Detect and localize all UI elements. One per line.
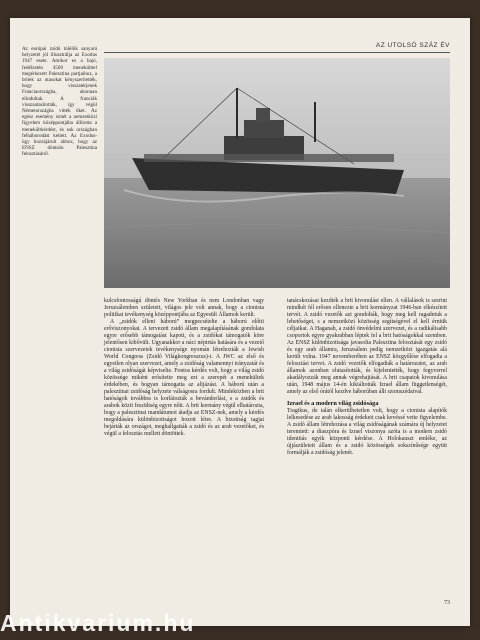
paragraph: A „zsidók elleni háború” megpecsételte a háború előtti erőviszonyokat. A tervezett zsidó állam megalapításának gondolata egyre erősebb támogatást kapott, és a zsidókat támogatók köre jelentősen kibővült. Ugyanakkor a náci népirtás hatására és a vezető cionista szervezetek tevékenysége nyomán létrehozták a Jewish World Congress (Zsidó Világkongresszus)-t. A JWC az első és egyetlen olyan szervezet, amely a zsidóság valamennyi irányzatát és a világ zsidóságát képviselte. Fontos kérdés volt, hogy a világ zsidó közössége miként erősítette meg ezt a szerepét a menekültek érdekében, és hogyan támogatta az alijázást. A háború után a palesztinai zsidóság helyzete válságosra fordult. Mindeközben a brit hatóságok továbbra is korlátozták a bevándorlást, s a zsidók és arabok közti feszültség egyre nőtt. A brit kormány végül elhatározta, hogy a palesztinai mandátumot átadja az ENSZ-nek, amely a kérdés megoldására különbizottságot hozott létre. A bizottság tagjai bejárták az országot, meghallgatták a zsidó és az arab vezetőket, és végül a felosztás mellett döntöttek.	[104, 319, 264, 437]
ship-photo	[104, 58, 450, 288]
header-rule	[104, 52, 450, 53]
paragraph: tanácskozásai kezdték a brit kivonulást ellen. A vállalások is szerint mindkét fél erősen ellenezte a brit kormányzat 1946-ban elkészített tervét. A zsidó vezetők azt gondolták, hogy meg kell ragadniuk a lehetőséget, s a nemzetközi közösség segítségével el kell érniük céljaikat. A Haganah, a zsidó önvédelmi szervezet, és a radikálisabb csoportok egyre gyakrabban léptek fel a brit hatóságokkal szemben. Az ENSZ különbizottsága javasolta Palesztina felosztását egy zsidó és egy arab államra, Jeruzsálem pedig nemzetközi igazgatás alá került volna. 1947 novemberében az ENSZ közgyűlése elfogadta a felosztási tervet. A zsidó vezetők elfogadták a határozatot, az arab államok azonban elutasították, és kijelentették, hogy fegyverrel akadályozzák meg annak végrehajtását. A brit csapatok kivonulása után, 1948 május 14-én kikiáltották Izrael állam függetlenségét, amely az első órától kezdve háborúban állt szomszédaival.	[287, 298, 447, 395]
paragraph: Tragikus, de talán elkerülhetetlen volt, hogy a cionista alapítók lelkesedése az arab lakosság érdekeit csak kevéssé vette figyelembe. A zsidó állam létrehozása a világ zsidóságának számára új helyzetet teremtett: a diaszpóra és Izrael viszonya azóta is a modern zsidó identitás egyik központi kérdése. A Holokauszt emléke, az újjászületett állam és a zsidó közösségek sokszínűsége együtt formálják a zsidóság jelenét.	[287, 408, 447, 456]
sidebar-caption: Az európai zsidó túlélők sanyarú helyzetét jól illusztrálja az Exodus 1947 esete. Amikor ez a hajó, fedélzetén 4500 menekülttel megérkezett Palesztina partjaihoz, a britek az utasokat kényszerítették, hogy visszatérjenek Franciaországba, ahonnan elindultak. A franciák visszautasították, így végül Németországba vitték őket. Az egész esemény ismét a nemzetközi figyelem középpontjába állította a menekültkérdést, és sok országban felháborodást keltett. Az Exodus-ügy hozzájárult ahhoz, hogy az ENSZ döntsön Palesztina felosztásáról.	[22, 46, 97, 158]
body-column-2	[287, 298, 447, 457]
page-number: 73	[444, 600, 450, 606]
paragraph: kulcsfontosságú döntés New Yorkban és nem Londonban vagy Jeruzsálemben született, világos jele volt annak, hogy a cionista politikai tevékenység középpontjába az Egyesült Államok került.	[104, 298, 264, 318]
body-column-1	[104, 298, 264, 438]
running-title: AZ UTOLSÓ SZÁZ ÉV	[375, 42, 450, 49]
ship-photo-illustration	[104, 58, 450, 288]
watermark: Antikvarium.hu	[0, 610, 196, 636]
section-subheading: Izrael és a modern világ zsidósága	[287, 400, 379, 407]
